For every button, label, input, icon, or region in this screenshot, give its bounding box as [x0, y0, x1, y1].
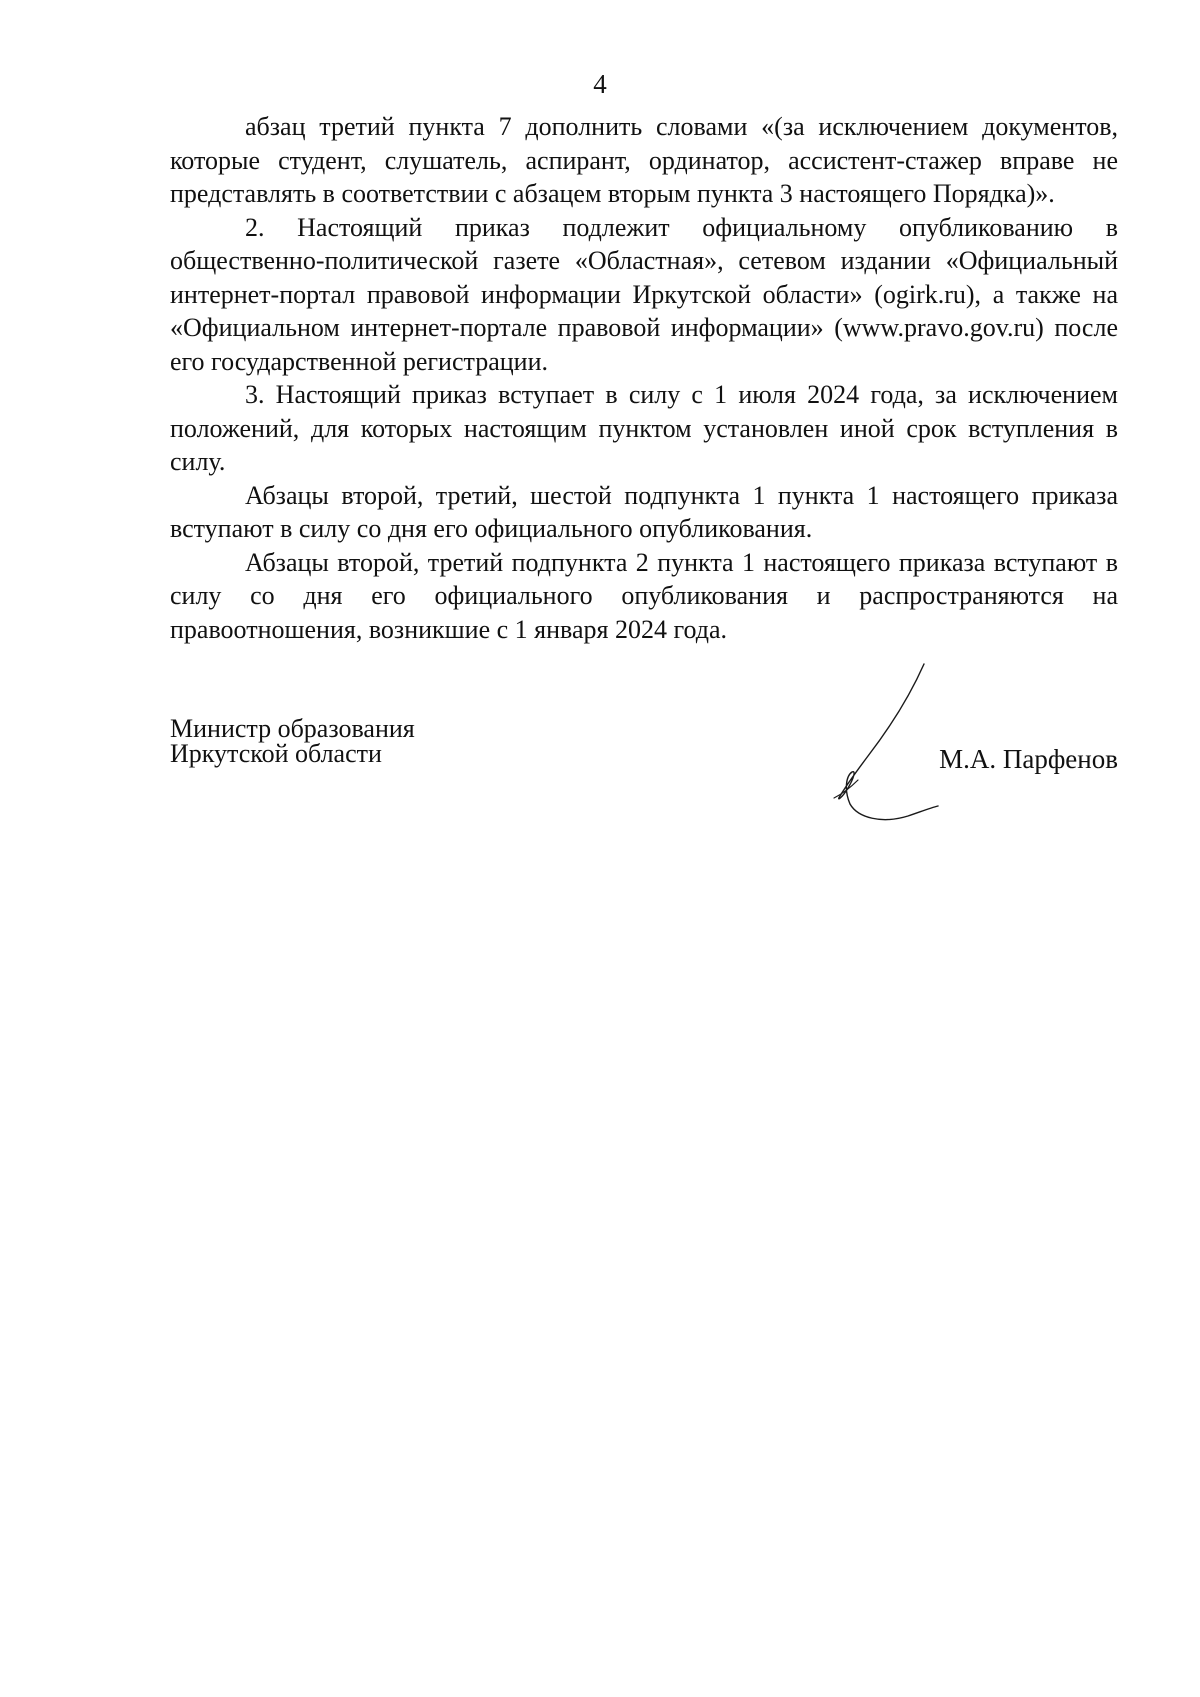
- page-number: 4: [593, 69, 607, 99]
- paragraph-effective-exception-2: Абзацы второй, третий подпункта 2 пункта 1 настоящего приказа вступают в силу со дня его официального опубликования и распространяются на правоотношения, возникшие с 1 января 2024 года.: [170, 547, 1118, 644]
- signer-region: Иркутской области: [170, 739, 382, 768]
- paragraph-amendment: абзац третий пункта 7 дополнить словами «(за исключением документов, которые студент, слушатель, аспирант, ординатор, ассистент-стажер вправе не представлять в соответствии с абзацем вторым пункта 3 настоящего Порядка)».: [170, 112, 1118, 208]
- handwritten-signature: [828, 660, 958, 830]
- signer-position: Министр образования: [170, 714, 415, 743]
- paragraph-effective-date: 3. Настоящий приказ вступает в силу с 1 июля 2024 года, за исключением положений, для которых настоящим пунктом установлен иной срок вступления в силу.: [170, 380, 1118, 476]
- paragraph-publication: 2. Настоящий приказ подлежит официальному опубликованию в общественно-политической газете «Областная», сетевом издании «Официальный интернет-портал правовой информации Иркутской области» (ogirk.ru), а также на «Официальном интернет-портале правовой информации» (www.pravo.gov.ru) после его государственной регистрации.: [170, 212, 1118, 376]
- document-body: [170, 110, 1118, 646]
- signature-block: [170, 714, 1118, 774]
- paragraph-effective-exception-1: Абзацы второй, третий, шестой подпункта 1 пункта 1 настоящего приказа вступают в силу со дня его официального опубликования.: [170, 480, 1118, 543]
- signer-name: М.А. Парфенов: [939, 744, 1118, 774]
